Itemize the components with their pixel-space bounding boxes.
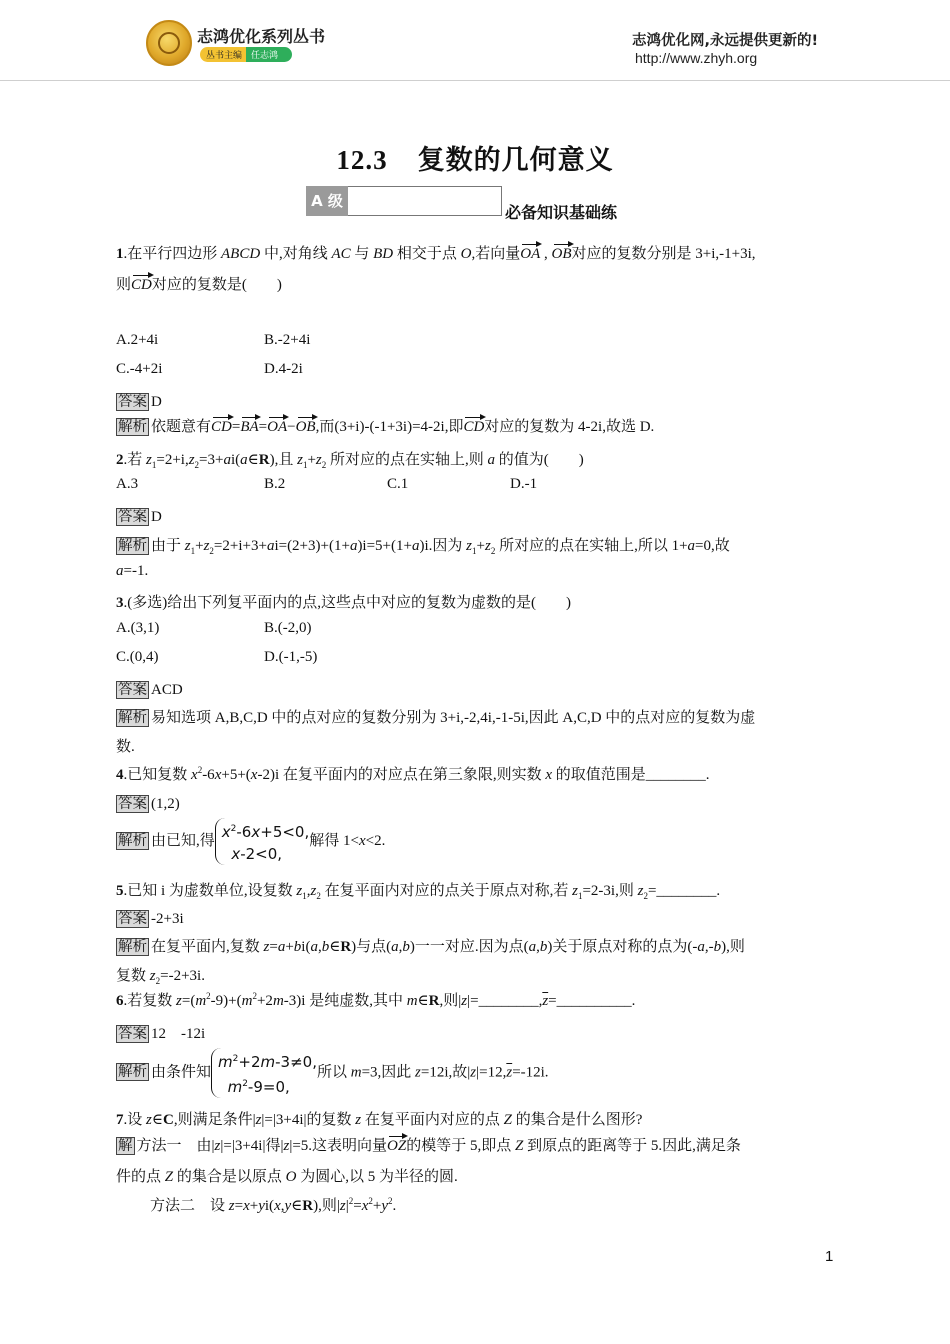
analysis-label: 解析	[118, 419, 147, 435]
analysis-label: 解析	[118, 1064, 147, 1081]
question-6: 6.若复数 $z=(m^2-9)+(m^2+2m-3)i$ 是纯虚数,其中 m∈R,则$|z|=\_\_\_\_\_\_\_\_,\overline{z}=\_\_\_\_\_\_\_\_\_\_$.	[116, 991, 636, 1009]
section-title: 复数的几何意义	[417, 145, 614, 175]
analysis-2-line-2: a=-1.	[116, 563, 149, 579]
question-5: 5.已知 i 为虚数单位,设复数 $z_1,z_2$ 在复平面内对应的点关于原点对称,若 $z_1=2-3i$,则 $z_2=\_\_\_\_\_\_\_\_$.	[116, 883, 721, 901]
option-b: B.-2+4i	[264, 332, 311, 348]
question-4: 4.已知复数 $x^2-6x+5+(x-2)i$ 在复平面内的对应点在第三象限,则实数 x 的取值范围是________.	[116, 765, 710, 783]
answer-label: 答案	[118, 796, 147, 812]
answer-6: 答案 12 -12i	[118, 1026, 206, 1042]
option-c: C.(0,4)	[116, 649, 159, 665]
option-c: C.1	[387, 476, 409, 492]
answer-label: 答案	[118, 911, 147, 927]
analysis-2-line-1: 解析 由于 $z_1+z_2=2+i+3+ai=(2+3)+(1+a)i=5+(1+a)i$.因为 $z_1+z_2$ 所对应的点在实轴上,所以 1+a=0,故	[118, 538, 730, 556]
option-c: C.-4+2i	[116, 361, 163, 377]
question-2: 2.若 $z_1=2+i,z_2=3+ai(a\in R)$,且 $z_1+z_2$ 所对应的点在实轴上,则 a 的值为( )	[116, 452, 584, 470]
analysis-5-line-1: 解析 在复平面内,复数 z=a+bi(a,b∈R)与点(a,b)一一对应.因为点(a,b)关于原点对称的点为(-a,-b),则	[118, 939, 745, 955]
option-b: B.(-2,0)	[264, 620, 312, 636]
analysis-label: 解析	[118, 710, 147, 726]
question-7: 7.设 z∈C,则满足条件|z|=|3+4i|的复数 z 在复平面内对应的点 Z 的集合是什么图形?	[116, 1112, 643, 1128]
page-number: 1	[825, 1248, 834, 1265]
analysis-label: 解析	[118, 538, 147, 554]
series-name: 志鸿优化系列丛书	[197, 27, 326, 46]
analysis-6: 解析 由条件知$m^2+2m-3\ne 0$, $m^2-9=0$,所以 m=3,因此 z=12i,故$|z|=12,\overline{z}=-12i$.	[116, 1048, 549, 1098]
option-a: A.(3,1)	[116, 620, 160, 636]
level-badge: A 级	[306, 186, 348, 216]
option-a: A.2+4i	[116, 332, 159, 348]
inequality-system: $x^2-6x+5<0$, x-2<0,	[215, 818, 309, 865]
analysis-3-line-1: 解析 易知选项 A,B,C,D 中的点对应的复数分别为 3+i,-2,4i,-1-5i,因此 A,C,D 中的点对应的复数为虚	[118, 710, 756, 726]
answer-3: 答案 ACD	[118, 682, 183, 698]
analysis-label: 解析	[118, 939, 147, 955]
answer-label: 答案	[118, 682, 147, 698]
solution-7-line-2: 件的点 Z 的集合是以原点 O 为圆心,以 5 为半径的圆.	[116, 1169, 458, 1185]
question-3: 3.(多选)给出下列复平面内的点,这些点中对应的复数为虚数的是( )	[116, 595, 571, 611]
section-number: 12.3	[336, 145, 388, 175]
publisher-logo	[146, 20, 192, 66]
analysis-5-line-2: 复数 $z_2=-2+3i$.	[116, 968, 205, 986]
page-title	[0, 138, 950, 177]
option-d: D.(-1,-5)	[264, 649, 318, 665]
analysis-3-line-2: 数.	[116, 739, 135, 755]
header-divider	[0, 80, 950, 81]
option-d: D.4-2i	[264, 361, 303, 377]
option-d: D.-1	[510, 476, 538, 492]
answer-label: 答案	[118, 1026, 147, 1042]
site-url: http://www.zhyh.org	[635, 50, 758, 66]
question-1-line-2: 则CD对应的复数是( )	[116, 277, 282, 293]
question-1-line-1: 1.在平行四边形 ABCD 中,对角线 AC 与 BD 相交于点 O,若向量OA , OB对应的复数分别是 3+i,-1+3i,	[116, 246, 756, 262]
editor-label: 丛书主编	[206, 51, 243, 61]
solution-7-line-1: 解 方法一 由|z|=|3+4i|得|z|=5.这表明向量OZ的模等于 5,即点 Z 到原点的距离等于 5.因此,满足条	[118, 1138, 741, 1154]
level-title: 必备知识基础练	[505, 203, 618, 222]
analysis-label: 解析	[118, 832, 147, 849]
equation-system: $m^2+2m-3\ne 0$, $m^2-9=0$,	[211, 1048, 317, 1098]
editor-badge	[200, 47, 292, 62]
analysis-1: 解析 依题意有CD=BA=OA−OB,而(3+i)-(-1+3i)=4-2i,即CD对应的复数为 4-2i,故选 D.	[118, 419, 655, 435]
editor-name: 任志鸿	[251, 51, 279, 61]
slogan: 志鸿优化网,永远提供更新的!	[632, 33, 819, 49]
answer-4: 答案 (1,2)	[118, 796, 180, 812]
option-b: B.2	[264, 476, 286, 492]
answer-5: 答案 -2+3i	[118, 911, 184, 927]
option-a: A.3	[116, 476, 139, 492]
level-badge-frame	[348, 186, 502, 216]
solution-label: 解	[118, 1138, 133, 1154]
solution-7-line-3: 方法二 设 z=x+yi(x,y∈R),则$|z|^2=x^2+y^2$.	[150, 1196, 397, 1214]
answer-2: 答案 D	[118, 509, 162, 525]
answer-label: 答案	[118, 509, 147, 525]
answer-1: 答案 D	[118, 394, 162, 410]
answer-label: 答案	[118, 394, 147, 410]
analysis-4: 解析 由已知,得 $x^2-6x+5<0$, x-2<0,解得 1<x<2.	[116, 818, 385, 865]
